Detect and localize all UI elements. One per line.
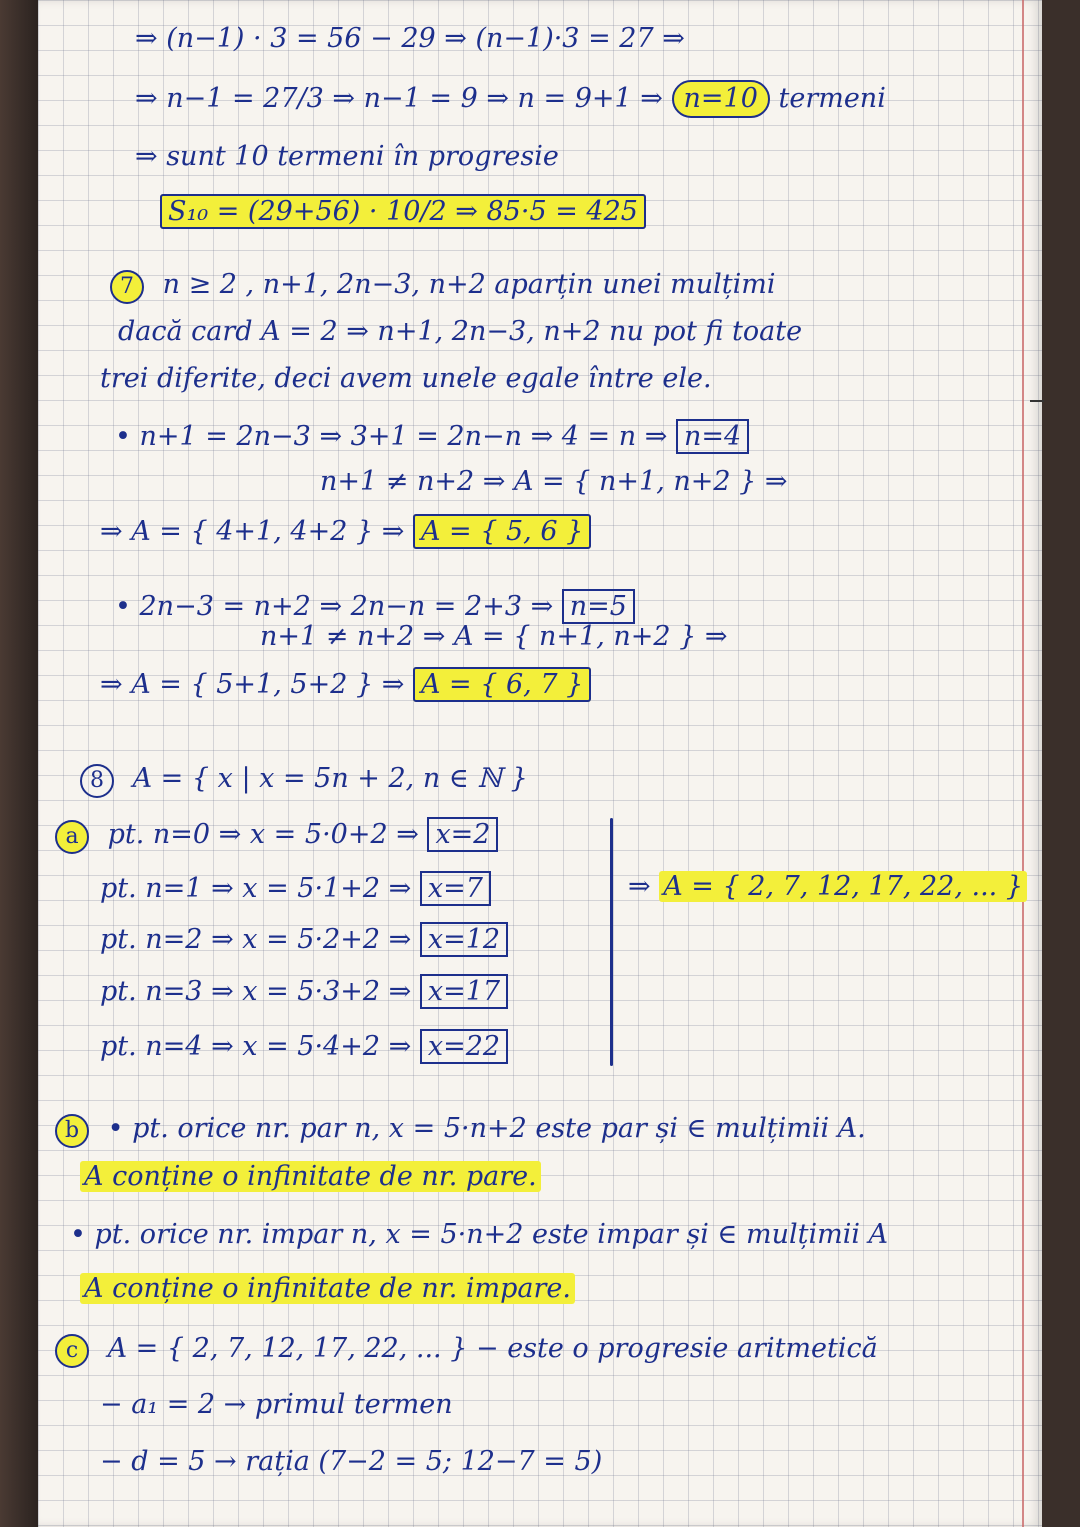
line-09: n+1 ≠ n+2 ⇒ A = { n+1, n+2 } ⇒ — [320, 466, 788, 497]
termeni-label: termeni — [778, 83, 886, 114]
line-05 — [110, 268, 776, 304]
line-05-text: n ≥ 2 , n+1, 2n−3, n+2 aparțin unei mulțimi — [162, 269, 776, 300]
line-25: − a₁ = 2 → primul termen — [100, 1389, 453, 1420]
line-20 — [55, 1112, 866, 1148]
line-08-equation: • n+1 = 2n−3 ⇒ 3+1 = 2n−n ⇒ 4 = n ⇒ — [115, 421, 668, 452]
conclusion-pare: A conține o infinitate de nr. pare. — [80, 1161, 541, 1192]
line-06: dacă card A = 2 ⇒ n+1, 2n−3, n+2 nu pot fi toate — [118, 316, 803, 347]
line-11-equation: • 2n−3 = n+2 ⇒ 2n−n = 2+3 ⇒ — [115, 591, 554, 622]
line-21 — [80, 1160, 541, 1194]
line-15-equation: pt. n=0 ⇒ x = 5·0+2 ⇒ — [107, 819, 419, 850]
line-26: − d = 5 → rația (7−2 = 5; 12−7 = 5) — [100, 1446, 603, 1477]
line-13 — [100, 668, 591, 702]
line-15 — [55, 818, 498, 854]
line-14-set-definition: A = { x | x = 5n + 2, n ∈ ℕ } — [132, 763, 528, 794]
n-equals-4-box: n=4 — [676, 419, 749, 454]
subpoint-b: b — [55, 1114, 89, 1148]
line-02 — [135, 80, 886, 118]
x-equals-2-box: x=2 — [427, 817, 498, 852]
result-a-5-6: A = { 5, 6 } — [413, 514, 591, 549]
subpoint-a: a — [55, 820, 89, 854]
exercise-number-7: 7 — [110, 270, 144, 304]
arrow-implies: ⇒ — [628, 871, 651, 902]
line-16 — [100, 872, 491, 906]
line-23 — [80, 1272, 575, 1306]
line-08 — [115, 420, 749, 454]
line-24-text: A = { 2, 7, 12, 17, 22, ... } − este o progresie aritmetică — [107, 1333, 878, 1364]
set-a-listing: A = { 2, 7, 12, 17, 22, ... } — [659, 871, 1027, 902]
x-equals-17-box: x=17 — [420, 974, 508, 1009]
line-17-equation: pt. n=2 ⇒ x = 5·2+2 ⇒ — [100, 924, 412, 955]
line-04 — [160, 195, 646, 229]
line-24 — [55, 1332, 878, 1368]
sum-s10-highlight: S₁₀ = (29+56) · 10/2 ⇒ 85·5 = 425 — [160, 194, 646, 229]
line-03: ⇒ sunt 10 termeni în progresie — [135, 141, 559, 172]
line-10 — [100, 515, 591, 549]
line-10-equation: ⇒ A = { 4+1, 4+2 } ⇒ — [100, 516, 405, 547]
line-13-equation: ⇒ A = { 5+1, 5+2 } ⇒ — [100, 669, 405, 700]
line-01: ⇒ (n−1) · 3 = 56 − 29 ⇒ (n−1)·3 = 27 ⇒ — [135, 23, 685, 54]
line-22: • pt. orice nr. impar n, x = 5·n+2 este impar și ∈ mulțimii A — [70, 1219, 889, 1250]
line-11 — [115, 590, 635, 624]
line-07: trei diferite, deci avem unele egale între ele. — [100, 363, 712, 394]
line-18-equation: pt. n=3 ⇒ x = 5·3+2 ⇒ — [100, 976, 412, 1007]
result-a-6-7: A = { 6, 7 } — [413, 667, 591, 702]
exercise-number-8: 8 — [80, 764, 114, 798]
line-02-equation: ⇒ n−1 = 27/3 ⇒ n−1 = 9 ⇒ n = 9+1 ⇒ — [135, 83, 663, 114]
line-17 — [100, 923, 508, 957]
n-equals-5-box: n=5 — [562, 589, 635, 624]
line-16-equation: pt. n=1 ⇒ x = 5·1+2 ⇒ — [100, 873, 412, 904]
margin-line — [1022, 0, 1024, 1527]
x-equals-22-box: x=22 — [420, 1029, 508, 1064]
line-12: n+1 ≠ n+2 ⇒ A = { n+1, n+2 } ⇒ — [260, 621, 728, 652]
line-20-text: • pt. orice nr. par n, x = 5·n+2 este par și ∈ mulțimii A. — [107, 1113, 866, 1144]
conclusion-impare: A conține o infinitate de nr. impare. — [80, 1273, 575, 1304]
subpoint-c: c — [55, 1334, 89, 1368]
page-background-edge — [0, 0, 38, 1527]
line-18 — [100, 975, 508, 1009]
n-equals-10-oval: n=10 — [672, 80, 770, 118]
margin-dash — [1030, 400, 1044, 402]
x-equals-7-box: x=7 — [420, 871, 491, 906]
grouping-bracket — [610, 818, 613, 1066]
line-19 — [100, 1030, 508, 1064]
line-14 — [80, 762, 528, 798]
x-equals-12-box: x=12 — [420, 922, 508, 957]
line-16-result — [628, 870, 1027, 904]
line-19-equation: pt. n=4 ⇒ x = 5·4+2 ⇒ — [100, 1031, 412, 1062]
